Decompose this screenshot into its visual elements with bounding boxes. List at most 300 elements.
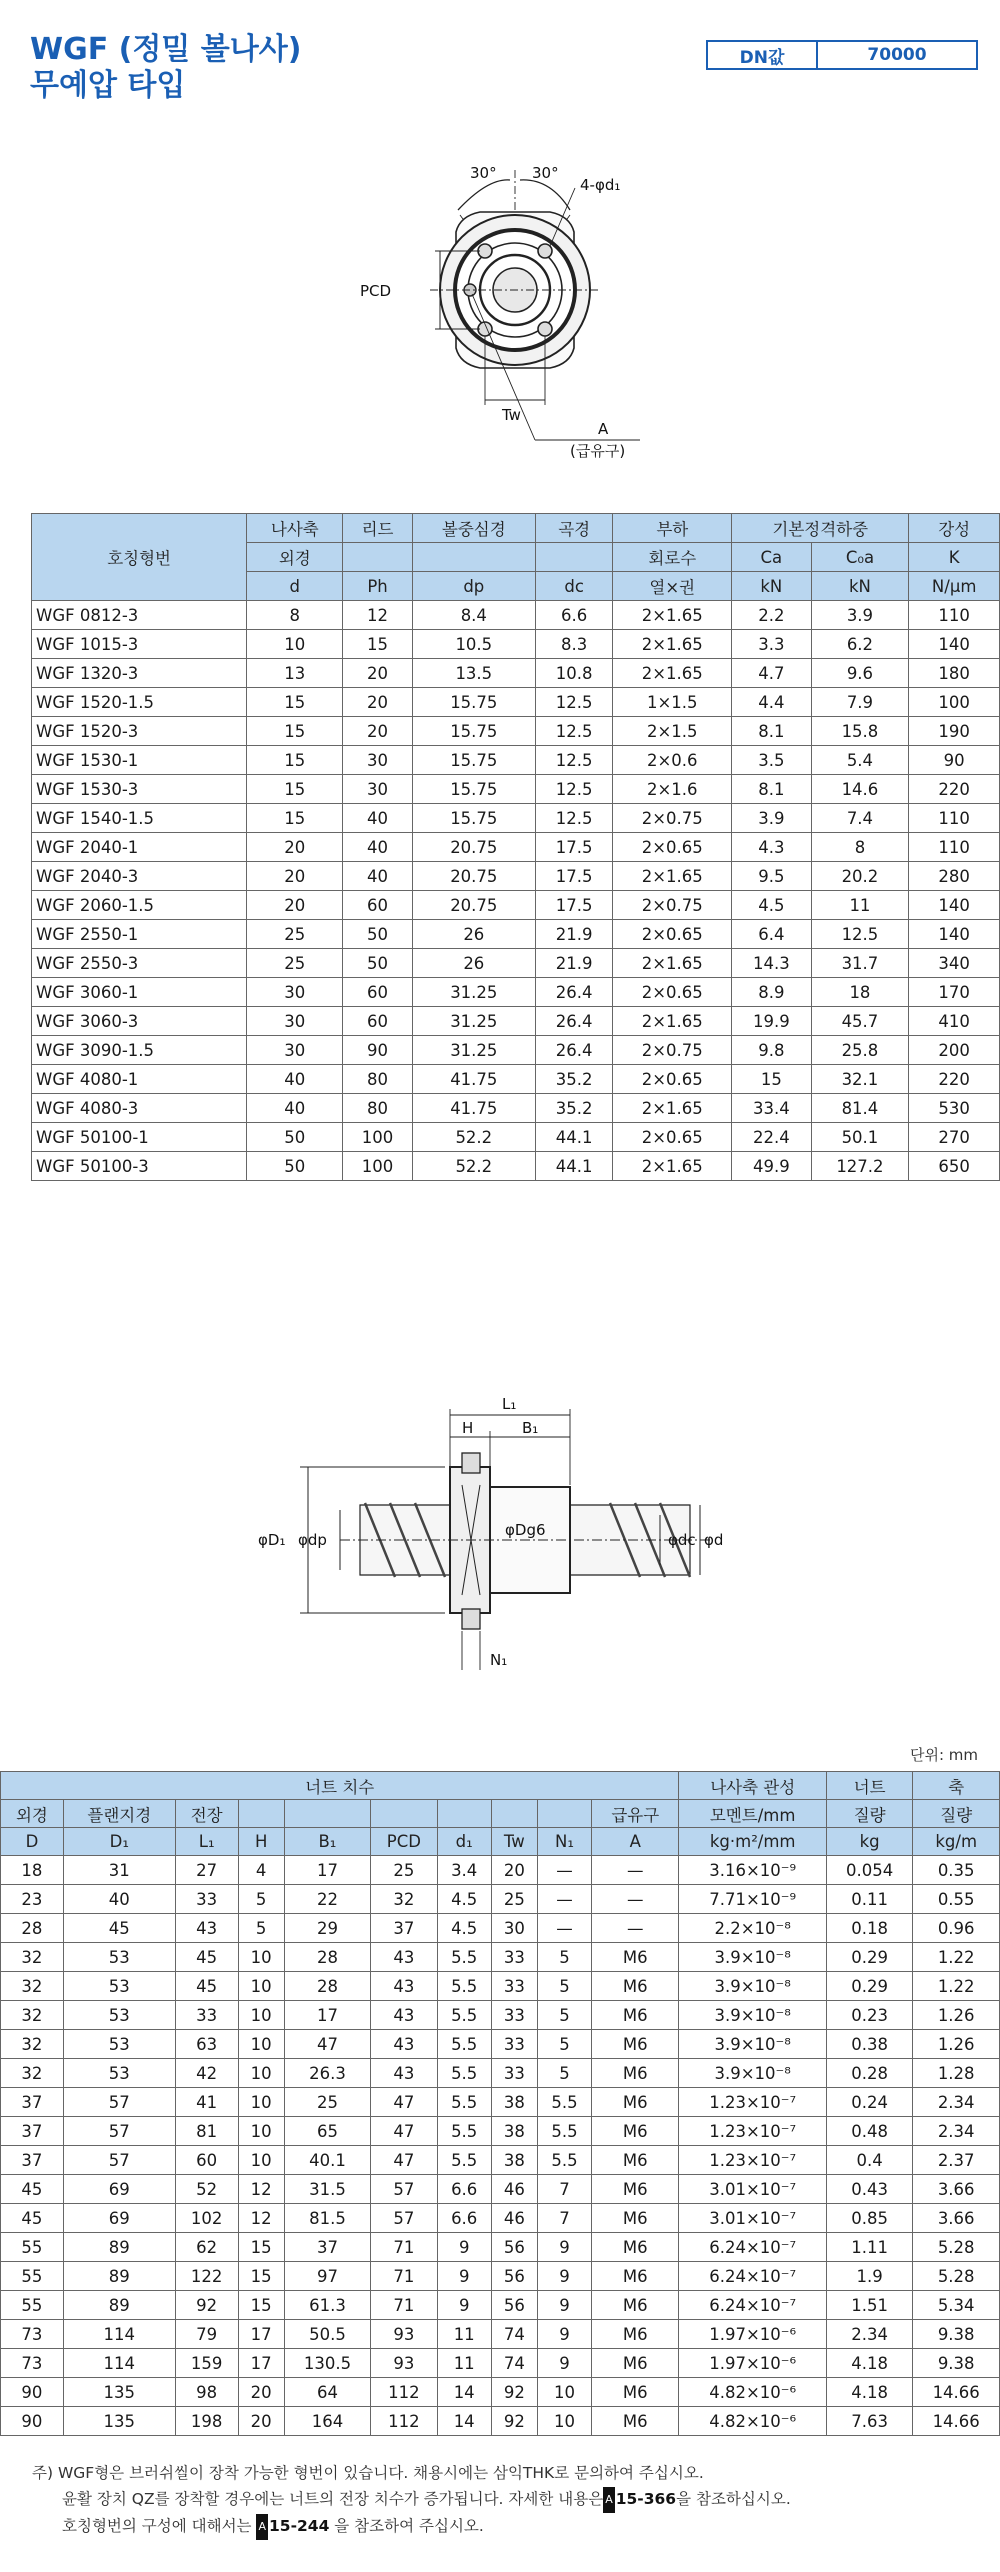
table2-cell: 9 bbox=[537, 2349, 591, 2378]
table1-cell: 81.4 bbox=[811, 1094, 909, 1123]
col-c0a-2: kN bbox=[811, 572, 909, 601]
table2-cell: 5.28 bbox=[913, 2233, 1000, 2262]
table1-cell: 30 bbox=[343, 775, 412, 804]
table1-cell: 20 bbox=[343, 717, 412, 746]
table1-cell: 90 bbox=[909, 746, 1000, 775]
table2-cell: 5.5 bbox=[437, 1943, 491, 1972]
table1-cell: 8.1 bbox=[732, 775, 811, 804]
table2-cell: 74 bbox=[491, 2320, 537, 2349]
table1-cell: 200 bbox=[909, 1036, 1000, 1065]
table2-cell: 10 bbox=[238, 1943, 284, 1972]
table1-row bbox=[32, 717, 1000, 746]
table2-cell: 3.9×10⁻⁸ bbox=[679, 2059, 826, 2088]
table2-cell: 89 bbox=[63, 2233, 175, 2262]
table2-cell: 26.3 bbox=[284, 2059, 370, 2088]
table2-cell: 15 bbox=[238, 2291, 284, 2320]
table2-cell: 4.82×10⁻⁶ bbox=[679, 2378, 826, 2407]
table1-cell: 220 bbox=[909, 775, 1000, 804]
table1-cell: 15.75 bbox=[412, 717, 535, 746]
table2-cell: 5.5 bbox=[437, 2059, 491, 2088]
table2-cell: 4 bbox=[238, 1856, 284, 1885]
col-d1-2: D₁ bbox=[63, 1828, 175, 1856]
table1-cell: 25 bbox=[247, 949, 343, 978]
table1-cell: 14.3 bbox=[732, 949, 811, 978]
table2-cell: 5.5 bbox=[537, 2146, 591, 2175]
table1-cell: 17.5 bbox=[535, 891, 612, 920]
table2-cell: 11 bbox=[437, 2349, 491, 2378]
table2-cell: 2.34 bbox=[913, 2117, 1000, 2146]
table1-cell: 110 bbox=[909, 601, 1000, 630]
table1-cell: 20.2 bbox=[811, 862, 909, 891]
table2-row bbox=[1, 2291, 1000, 2320]
table2-cell: — bbox=[537, 1856, 591, 1885]
table2-cell: 10 bbox=[238, 2117, 284, 2146]
table2-cell: 14.66 bbox=[913, 2407, 1000, 2436]
table1-cell: 2×1.65 bbox=[613, 1094, 732, 1123]
dn-value: 70000 bbox=[867, 45, 927, 65]
table1-cell: 20 bbox=[343, 659, 412, 688]
table2-cell: 33 bbox=[491, 1943, 537, 1972]
table1-cell: 15.75 bbox=[412, 804, 535, 833]
col-b1-2: B₁ bbox=[284, 1828, 370, 1856]
col-tw-1 bbox=[491, 1800, 537, 1828]
col-basic-rating: 기본정격하중 bbox=[732, 514, 909, 543]
table1-cell: WGF 1520-3 bbox=[32, 717, 247, 746]
table2-cell: 71 bbox=[371, 2233, 437, 2262]
holes-label: 4-φd₁ bbox=[580, 176, 621, 194]
table2-cell: 5 bbox=[537, 2059, 591, 2088]
table1-row bbox=[32, 1094, 1000, 1123]
table2-cell: 7.63 bbox=[826, 2407, 912, 2436]
table2-cell: M6 bbox=[592, 2378, 679, 2407]
table1-cell: 45.7 bbox=[811, 1007, 909, 1036]
table1-cell: 5.4 bbox=[811, 746, 909, 775]
table2-cell: M6 bbox=[592, 2349, 679, 2378]
table2-row bbox=[1, 1943, 1000, 1972]
col-inertia-3: kg·m²/mm bbox=[679, 1828, 826, 1856]
table2-cell: 32 bbox=[1, 2059, 64, 2088]
angle-label-left: 30° bbox=[470, 164, 497, 182]
table2-cell: — bbox=[537, 1914, 591, 1943]
table2-cell: M6 bbox=[592, 2320, 679, 2349]
table1-row bbox=[32, 601, 1000, 630]
table2-cell: 41 bbox=[175, 2088, 238, 2117]
note-line-3-ref[interactable]: 15-244 bbox=[269, 2517, 330, 2535]
table1-cell: 80 bbox=[343, 1065, 412, 1094]
table1-cell: 12 bbox=[343, 601, 412, 630]
b1-label: B₁ bbox=[522, 1419, 539, 1437]
table2-cell: 71 bbox=[371, 2262, 437, 2291]
note-line-2-end: 을 참조하십시오. bbox=[676, 2490, 791, 2508]
table1-cell: 50 bbox=[247, 1152, 343, 1181]
n1-label: N₁ bbox=[490, 1651, 508, 1669]
table1-cell: 30 bbox=[247, 1036, 343, 1065]
table1-cell: WGF 2550-3 bbox=[32, 949, 247, 978]
table2-row bbox=[1, 1885, 1000, 1914]
table2-cell: 45 bbox=[1, 2204, 64, 2233]
table1-cell: WGF 2040-1 bbox=[32, 833, 247, 862]
table2-cell: 1.26 bbox=[913, 2030, 1000, 2059]
table2-cell: 33 bbox=[491, 2059, 537, 2088]
table1-row bbox=[32, 659, 1000, 688]
table1-row bbox=[32, 862, 1000, 891]
table1-cell: 26 bbox=[412, 920, 535, 949]
table2-cell: 89 bbox=[63, 2262, 175, 2291]
table1-cell: 26.4 bbox=[535, 1036, 612, 1065]
table2-cell: 33 bbox=[491, 2030, 537, 2059]
table2-cell: 6.24×10⁻⁷ bbox=[679, 2262, 826, 2291]
col-rigidity-3: N/μm bbox=[909, 572, 1000, 601]
table2-cell: 40.1 bbox=[284, 2146, 370, 2175]
table2-cell: 5.28 bbox=[913, 2262, 1000, 2291]
table2-cell: 52 bbox=[175, 2175, 238, 2204]
table2-cell: 3.01×10⁻⁷ bbox=[679, 2204, 826, 2233]
table2-cell: 40 bbox=[63, 1885, 175, 1914]
table2-cell: 4.5 bbox=[437, 1885, 491, 1914]
table2-cell: 3.16×10⁻⁹ bbox=[679, 1856, 826, 1885]
table2-cell: 43 bbox=[371, 2030, 437, 2059]
table2-cell: 122 bbox=[175, 2262, 238, 2291]
table2-cell: 32 bbox=[1, 2030, 64, 2059]
table1-cell: 2×1.65 bbox=[613, 630, 732, 659]
table2-cell: 38 bbox=[491, 2088, 537, 2117]
table1-cell: WGF 1320-3 bbox=[32, 659, 247, 688]
table1-cell: 1×1.5 bbox=[613, 688, 732, 717]
table2-cell: 92 bbox=[175, 2291, 238, 2320]
table1-cell: 340 bbox=[909, 949, 1000, 978]
table2-cell: 9.38 bbox=[913, 2349, 1000, 2378]
table1-cell: 170 bbox=[909, 978, 1000, 1007]
table1-cell: 15.75 bbox=[412, 688, 535, 717]
table1-cell: 15 bbox=[343, 630, 412, 659]
table2-cell: 0.23 bbox=[826, 2001, 912, 2030]
table1-cell: 25 bbox=[247, 920, 343, 949]
table2-cell: 112 bbox=[371, 2378, 437, 2407]
col-ball-center-1: 볼중심경 bbox=[412, 514, 535, 543]
table1-cell: 15 bbox=[247, 746, 343, 775]
table1-cell: 40 bbox=[343, 833, 412, 862]
table2-cell: 5 bbox=[537, 1943, 591, 1972]
table2-cell: 43 bbox=[175, 1914, 238, 1943]
table2-cell: 1.23×10⁻⁷ bbox=[679, 2088, 826, 2117]
table2-cell: 5.5 bbox=[537, 2088, 591, 2117]
table2-cell: 53 bbox=[63, 2030, 175, 2059]
table2-cell: 50.5 bbox=[284, 2320, 370, 2349]
table1-cell: 10.8 bbox=[535, 659, 612, 688]
table2-cell: 62 bbox=[175, 2233, 238, 2262]
table2-cell: 0.29 bbox=[826, 1972, 912, 2001]
table2-row bbox=[1, 2204, 1000, 2233]
table1-cell: 15 bbox=[247, 775, 343, 804]
table2-cell: 2.37 bbox=[913, 2146, 1000, 2175]
angle-label-right: 30° bbox=[532, 164, 559, 182]
table2-cell: 32 bbox=[1, 2001, 64, 2030]
table2-cell: 74 bbox=[491, 2349, 537, 2378]
table2-cell: 43 bbox=[371, 2001, 437, 2030]
col-ball-center-2 bbox=[412, 543, 535, 572]
table1-cell: 8.1 bbox=[732, 717, 811, 746]
table1-cell: 220 bbox=[909, 1065, 1000, 1094]
nut-side-view-diagram bbox=[240, 1395, 740, 1685]
col-h-2: H bbox=[238, 1828, 284, 1856]
table1-cell: 60 bbox=[343, 1007, 412, 1036]
table1-cell: 17.5 bbox=[535, 833, 612, 862]
table1-cell: 50.1 bbox=[811, 1123, 909, 1152]
table1-row bbox=[32, 1152, 1000, 1181]
table2-row bbox=[1, 2175, 1000, 2204]
table2-cell: 5.34 bbox=[913, 2291, 1000, 2320]
col-shaft-2: 외경 bbox=[247, 543, 343, 572]
table1-cell: WGF 1520-1.5 bbox=[32, 688, 247, 717]
table2-cell: 32 bbox=[1, 1943, 64, 1972]
table2-cell: M6 bbox=[592, 2262, 679, 2291]
col-b1-1 bbox=[284, 1800, 370, 1828]
table2-cell: 45 bbox=[175, 1972, 238, 2001]
table1-cell: 21.9 bbox=[535, 920, 612, 949]
table2-cell: 3.4 bbox=[437, 1856, 491, 1885]
col-rigidity-1: 강성 bbox=[909, 514, 1000, 543]
table2-cell: 9.38 bbox=[913, 2320, 1000, 2349]
table1-cell: 20.75 bbox=[412, 862, 535, 891]
table1-cell: 31.25 bbox=[412, 978, 535, 1007]
table2-cell: 2.34 bbox=[913, 2088, 1000, 2117]
table1-cell: 20 bbox=[247, 891, 343, 920]
table2-row bbox=[1, 2407, 1000, 2436]
table1-cell: 2×1.65 bbox=[613, 1007, 732, 1036]
table1-cell: WGF 2550-1 bbox=[32, 920, 247, 949]
table2-cell: 32 bbox=[371, 1885, 437, 1914]
table1-cell: 4.4 bbox=[732, 688, 811, 717]
table2-cell: 47 bbox=[371, 2117, 437, 2146]
ref-mark-icon: A bbox=[256, 2514, 268, 2540]
table2-cell: 18 bbox=[1, 1856, 64, 1885]
table2-cell: 0.38 bbox=[826, 2030, 912, 2059]
table2-cell: 28 bbox=[284, 1943, 370, 1972]
table1-row bbox=[32, 775, 1000, 804]
table1-cell: 80 bbox=[343, 1094, 412, 1123]
table2-cell: 11 bbox=[437, 2320, 491, 2349]
table2-cell: 1.23×10⁻⁷ bbox=[679, 2146, 826, 2175]
table1-cell: 7.9 bbox=[811, 688, 909, 717]
table2-cell: 0.35 bbox=[913, 1856, 1000, 1885]
title-line-2: 무예압 타입 bbox=[30, 68, 186, 103]
table2-cell: 2.2×10⁻⁸ bbox=[679, 1914, 826, 1943]
table2-cell: 57 bbox=[371, 2204, 437, 2233]
table2-cell: M6 bbox=[592, 2059, 679, 2088]
table1-row bbox=[32, 833, 1000, 862]
table2-cell: 53 bbox=[63, 1943, 175, 1972]
table2-row bbox=[1, 2233, 1000, 2262]
col-root-1: 곡경 bbox=[535, 514, 612, 543]
col-inertia-1: 나사축 관성 bbox=[679, 1772, 826, 1800]
col-load-2: 회로수 bbox=[613, 543, 732, 572]
table2-cell: 9 bbox=[537, 2320, 591, 2349]
table1-cell: 3.9 bbox=[732, 804, 811, 833]
table1-row bbox=[32, 688, 1000, 717]
col-a-2: A bbox=[592, 1828, 679, 1856]
col-hole-2: d₁ bbox=[437, 1828, 491, 1856]
col-ball-center-3: dp bbox=[412, 572, 535, 601]
table2-cell: 65 bbox=[284, 2117, 370, 2146]
col-inertia-2: 모멘트/mm bbox=[679, 1800, 826, 1828]
note-line-2-ref[interactable]: 15-366 bbox=[615, 2490, 677, 2508]
table2-cell: 9 bbox=[537, 2233, 591, 2262]
table2-cell: M6 bbox=[592, 2088, 679, 2117]
table2-cell: 159 bbox=[175, 2349, 238, 2378]
table1-cell: 44.1 bbox=[535, 1152, 612, 1181]
col-d-2: D bbox=[1, 1828, 64, 1856]
ref-mark-icon: A bbox=[603, 2487, 615, 2513]
table2-cell: 5.5 bbox=[437, 2117, 491, 2146]
table2-cell: 4.18 bbox=[826, 2349, 912, 2378]
table2-cell: — bbox=[592, 1856, 679, 1885]
table1-cell: 8.3 bbox=[535, 630, 612, 659]
table2-row bbox=[1, 1856, 1000, 1885]
table2-cell: 81 bbox=[175, 2117, 238, 2146]
table2-cell: 92 bbox=[491, 2407, 537, 2436]
col-load-3: 열×권 bbox=[613, 572, 732, 601]
table2-cell: 20 bbox=[238, 2378, 284, 2407]
table2-cell: 38 bbox=[491, 2117, 537, 2146]
table2-cell: 81.5 bbox=[284, 2204, 370, 2233]
table2-cell: 10 bbox=[238, 2059, 284, 2088]
table1-cell: 12.5 bbox=[535, 775, 612, 804]
table1-row bbox=[32, 1007, 1000, 1036]
table2-cell: 57 bbox=[63, 2146, 175, 2175]
table1-cell: 44.1 bbox=[535, 1123, 612, 1152]
col-ca-1: Ca bbox=[732, 543, 811, 572]
table1-cell: 26 bbox=[412, 949, 535, 978]
table1-row bbox=[32, 1123, 1000, 1152]
table2-cell: 45 bbox=[63, 1914, 175, 1943]
table2-cell: 5.5 bbox=[437, 1972, 491, 2001]
table1-cell: 52.2 bbox=[412, 1123, 535, 1152]
table1-cell: 4.5 bbox=[732, 891, 811, 920]
spec-table-1 bbox=[31, 513, 1000, 1181]
col-pcd-2: PCD bbox=[371, 1828, 437, 1856]
table2-cell: 0.24 bbox=[826, 2088, 912, 2117]
table1-cell: 6.4 bbox=[732, 920, 811, 949]
tw-label: Tw bbox=[502, 406, 521, 424]
table2-cell: M6 bbox=[592, 2175, 679, 2204]
table2-cell: 7 bbox=[537, 2204, 591, 2233]
table1-cell: 2×0.65 bbox=[613, 920, 732, 949]
table2-cell: 37 bbox=[371, 1914, 437, 1943]
table2-cell: 112 bbox=[371, 2407, 437, 2436]
table2-cell: 7.71×10⁻⁹ bbox=[679, 1885, 826, 1914]
note-line-3 bbox=[32, 2513, 791, 2540]
table2-cell: 57 bbox=[371, 2175, 437, 2204]
table2-cell: 1.22 bbox=[913, 1972, 1000, 2001]
table1-cell: 9.5 bbox=[732, 862, 811, 891]
table2-cell: M6 bbox=[592, 2146, 679, 2175]
table2-cell: 45 bbox=[175, 1943, 238, 1972]
table1-cell: 2×0.65 bbox=[613, 1123, 732, 1152]
table2-cell: 45 bbox=[1, 2175, 64, 2204]
col-shaft-mass-1: 축 bbox=[913, 1772, 1000, 1800]
table2-cell: 69 bbox=[63, 2204, 175, 2233]
table2-cell: 53 bbox=[63, 2059, 175, 2088]
note-line-2-text: 윤활 장치 QZ를 장착할 경우에는 너트의 전장 치수가 증가됩니다. 자세한 내용은 bbox=[62, 2490, 604, 2508]
table1-cell: WGF 3060-1 bbox=[32, 978, 247, 1007]
table2-cell: 12 bbox=[238, 2204, 284, 2233]
table2-cell: 1.51 bbox=[826, 2291, 912, 2320]
table2-cell: 27 bbox=[175, 1856, 238, 1885]
table1-cell: 100 bbox=[343, 1123, 412, 1152]
table2-cell: 14 bbox=[437, 2378, 491, 2407]
col-nut-mass-2: 질량 bbox=[826, 1800, 912, 1828]
table1-cell: 40 bbox=[247, 1065, 343, 1094]
l1-label: L₁ bbox=[502, 1395, 517, 1413]
table2-row bbox=[1, 2059, 1000, 2088]
table2-cell: 5 bbox=[238, 1914, 284, 1943]
table1-cell: 25.8 bbox=[811, 1036, 909, 1065]
table2-row bbox=[1, 2001, 1000, 2030]
table1-cell: 190 bbox=[909, 717, 1000, 746]
table2-cell: 3.9×10⁻⁸ bbox=[679, 2001, 826, 2030]
table1-cell: 13.5 bbox=[412, 659, 535, 688]
table2-cell: 55 bbox=[1, 2262, 64, 2291]
flange-front-view-diagram bbox=[340, 150, 700, 460]
col-lead-2 bbox=[343, 543, 412, 572]
col-load-1: 부하 bbox=[613, 514, 732, 543]
col-shaft-3: d bbox=[247, 572, 343, 601]
table2-cell: 0.18 bbox=[826, 1914, 912, 1943]
col-n1-1 bbox=[537, 1800, 591, 1828]
table2-cell: 4.18 bbox=[826, 2378, 912, 2407]
table2-cell: 33 bbox=[175, 2001, 238, 2030]
table2-row bbox=[1, 2378, 1000, 2407]
table1-cell: 22.4 bbox=[732, 1123, 811, 1152]
table1-cell: 2×0.75 bbox=[613, 804, 732, 833]
table2-cell: 37 bbox=[284, 2233, 370, 2262]
table2-cell: 61.3 bbox=[284, 2291, 370, 2320]
table1-cell: 2×1.65 bbox=[613, 1152, 732, 1181]
col-pcd-1 bbox=[371, 1800, 437, 1828]
table2-cell: 3.9×10⁻⁸ bbox=[679, 2030, 826, 2059]
table1-cell: 30 bbox=[343, 746, 412, 775]
table1-cell: 41.75 bbox=[412, 1094, 535, 1123]
table2-cell: 37 bbox=[1, 2117, 64, 2146]
table2-cell: 56 bbox=[491, 2233, 537, 2262]
table2-cell: 89 bbox=[63, 2291, 175, 2320]
table2-cell: 5 bbox=[537, 2001, 591, 2030]
table1-cell: 6.6 bbox=[535, 601, 612, 630]
table2-cell: M6 bbox=[592, 2291, 679, 2320]
col-d-1: 외경 bbox=[1, 1800, 64, 1828]
table2-row bbox=[1, 2117, 1000, 2146]
table1-cell: 35.2 bbox=[535, 1065, 612, 1094]
table1-row bbox=[32, 891, 1000, 920]
table2-cell: 1.22 bbox=[913, 1943, 1000, 1972]
table1-row bbox=[32, 804, 1000, 833]
table1-cell: 10.5 bbox=[412, 630, 535, 659]
table1-cell: WGF 3090-1.5 bbox=[32, 1036, 247, 1065]
table1-cell: 15 bbox=[732, 1065, 811, 1094]
table2-cell: 20 bbox=[238, 2407, 284, 2436]
table2-cell: 46 bbox=[491, 2175, 537, 2204]
table1-cell: 60 bbox=[343, 978, 412, 1007]
col-nut-mass-1: 너트 bbox=[826, 1772, 912, 1800]
table1-cell: WGF 2040-3 bbox=[32, 862, 247, 891]
table2-cell: 53 bbox=[63, 2001, 175, 2030]
table1-cell: 110 bbox=[909, 804, 1000, 833]
table2-cell: 37 bbox=[1, 2088, 64, 2117]
table1-cell: 140 bbox=[909, 920, 1000, 949]
table1-cell: 15 bbox=[247, 717, 343, 746]
table1-cell: 15 bbox=[247, 804, 343, 833]
table1-cell: 2×0.6 bbox=[613, 746, 732, 775]
